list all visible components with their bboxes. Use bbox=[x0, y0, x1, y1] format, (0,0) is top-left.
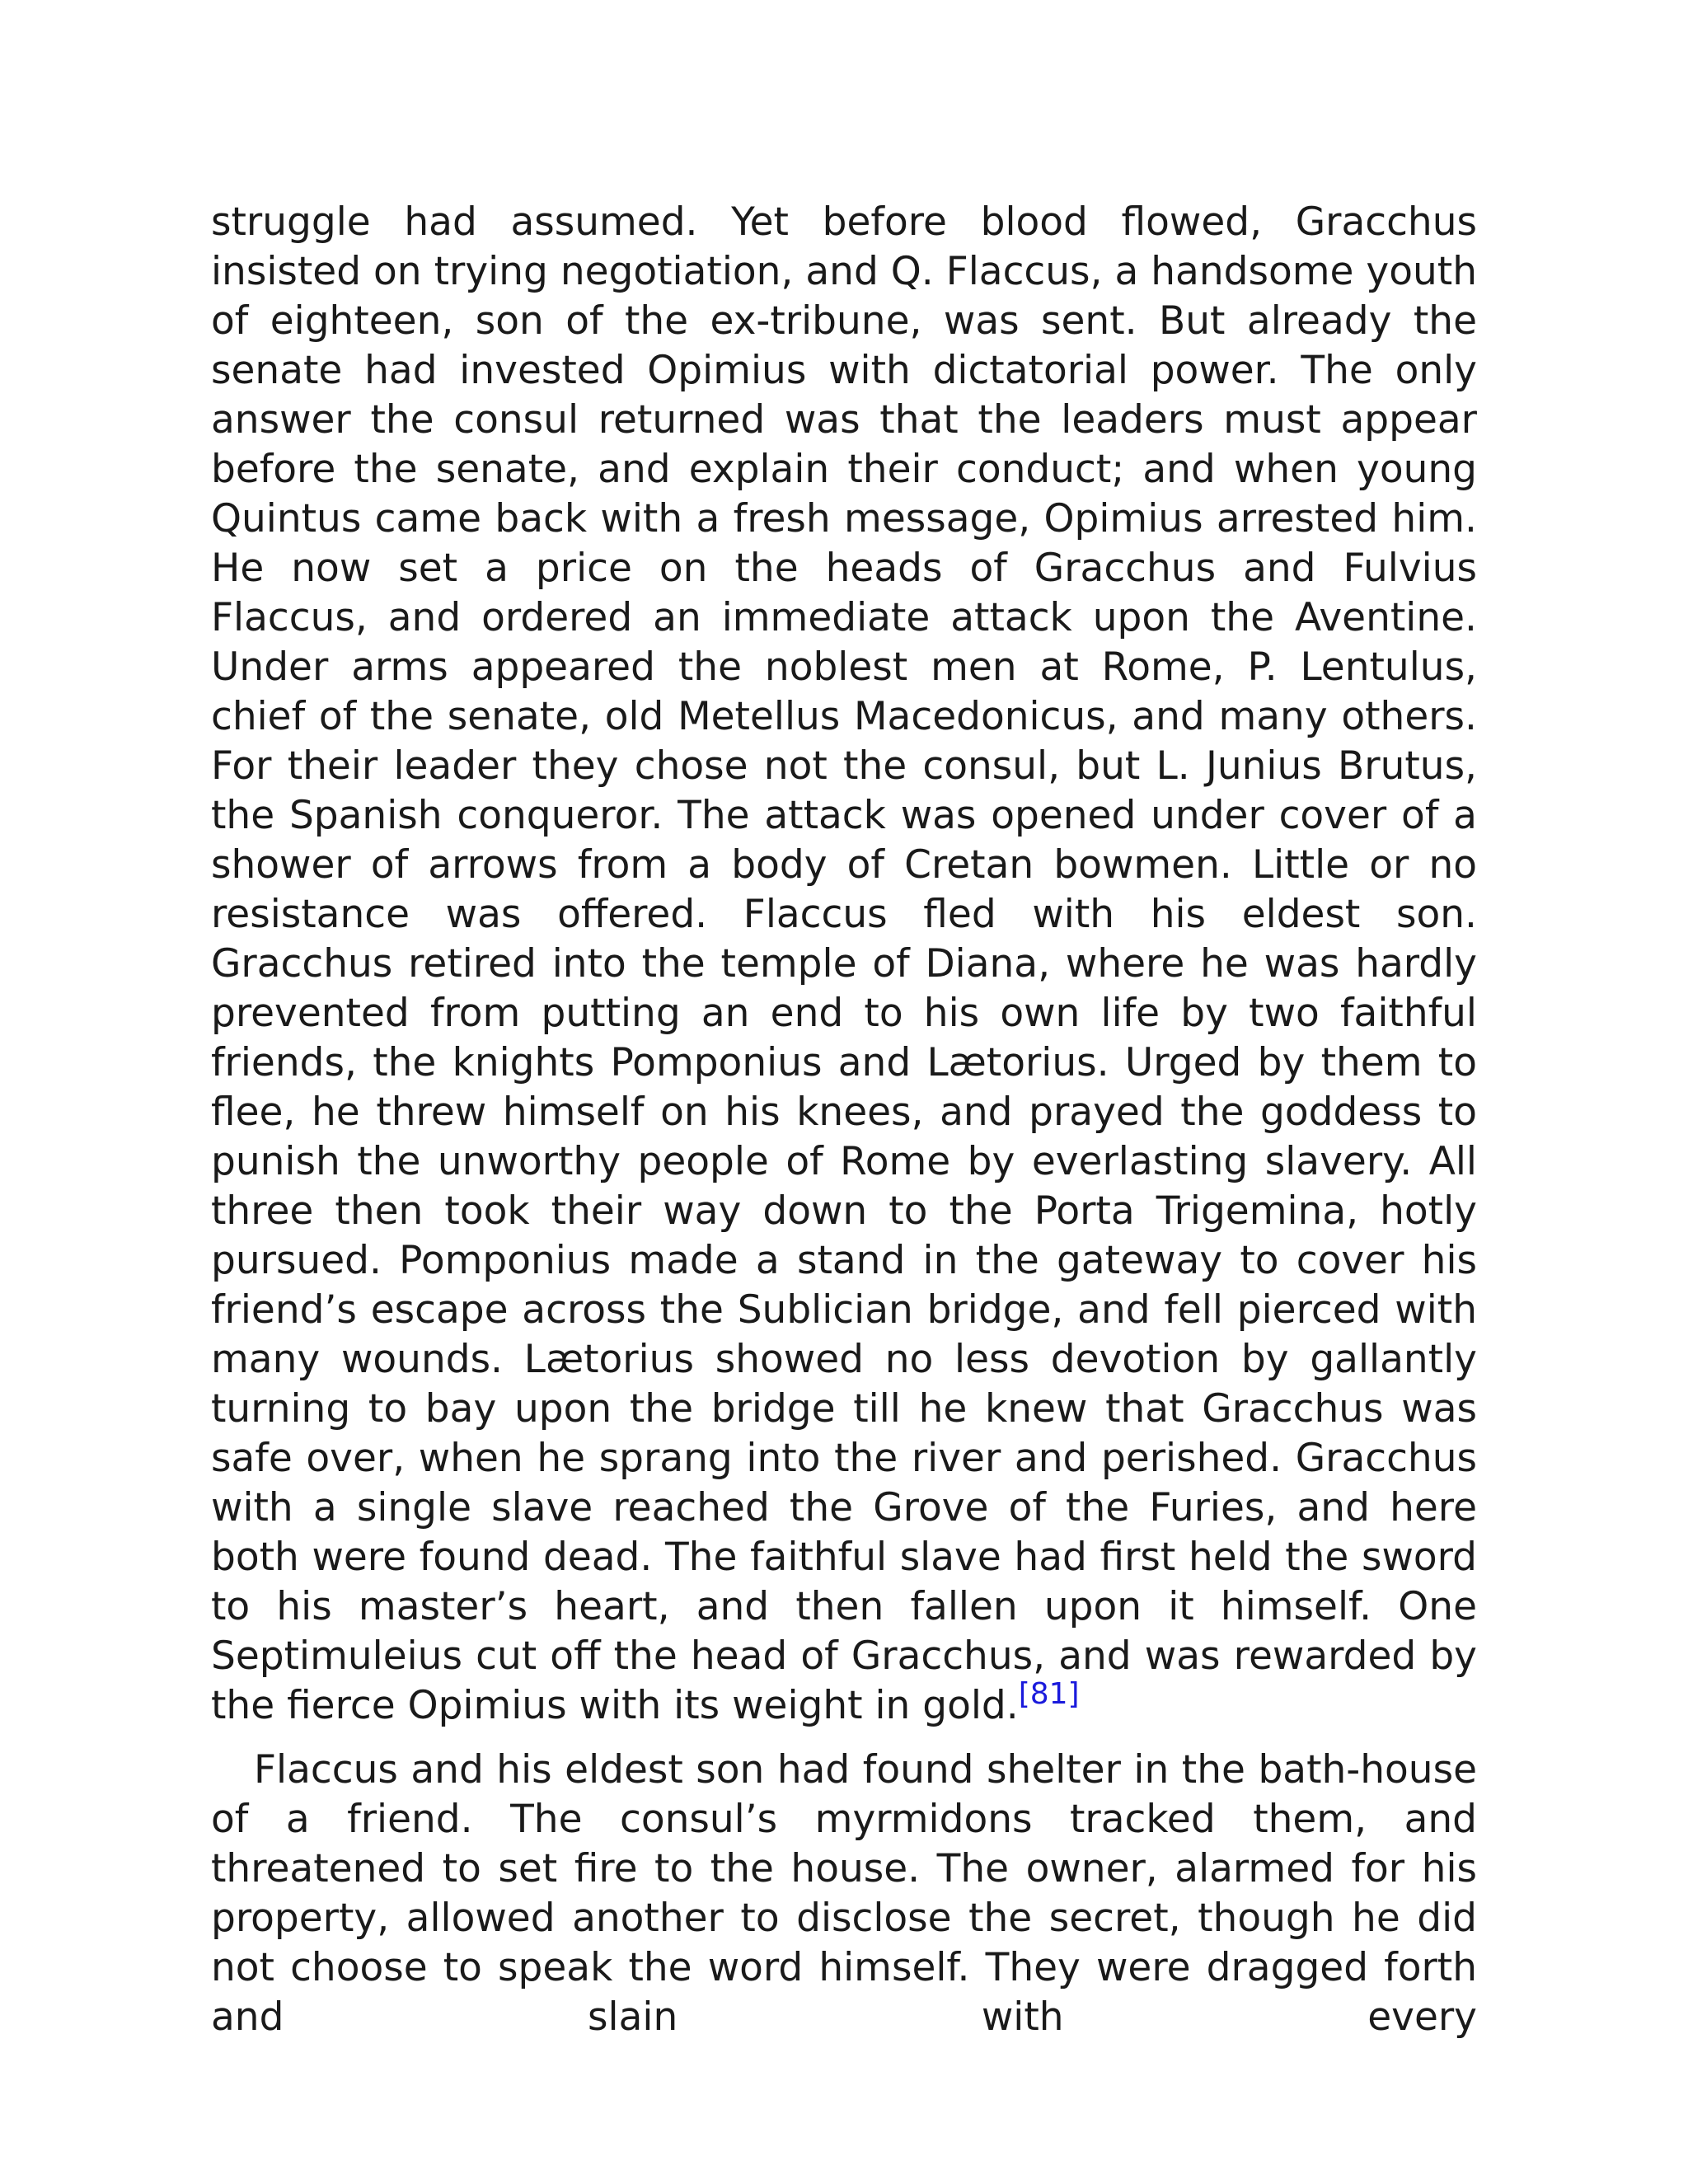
paragraph-2 bbox=[211, 1746, 1477, 2042]
page-body bbox=[211, 198, 1477, 2042]
footnote-link-81[interactable]: [81] bbox=[1018, 1677, 1080, 1711]
paragraph-2-text: Flaccus and his eldest son had found shelter in the bath-house of a friend. The consul’s myrmidons tracked them, and threatened to set fire to the house. The owner, alarmed for his property, allowed another to disclose the secret, though he did not choose to speak the word himself. They were dragged forth and slain with every bbox=[211, 1747, 1477, 2040]
paragraph-1 bbox=[211, 198, 1477, 1731]
paragraph-1-text: struggle had assumed. Yet before blood flowed, Gracchus insisted on trying negotiation, and Q. Flaccus, a handsome youth of eighteen, son of the ex-tribune, was sent. But already the senate had invested Opimius with dictatorial power. The only answer the consul returned was that the leaders must appear before the senate, and explain their conduct; and when young Quintus came back with a fresh message, Opimius arrested him. He now set a price on the heads of Gracchus and Fulvius Flaccus, and ordered an immediate attack upon the Aventine. Under arms appeared the noblest men at Rome, P. Lentulus, chief of the senate, old Metellus Macedonicus, and many others. For their leader they chose not the consul, but L. Junius Brutus, the Spanish conqueror. The attack was opened under cover of a shower of arrows from a body of Cretan bowmen. Little or no resistance was offered. Flaccus fled with his eldest son. Gracchus retired into the temple of Diana, where he was hardly prevented from putting an end to his own life by two faithful friends, the knights Pomponius and Lætorius. Urged by them to flee, he threw himself on his knees, and prayed the goddess to punish the unworthy people of Rome by everlasting slavery. All three then took their way down to the Porta Trigemina, hotly pursued. Pomponius made a stand in the gateway to cover his friend’s escape across the Sublician bridge, and fell pierced with many wounds. Lætorius showed no less devotion by gallantly turning to bay upon the bridge till he knew that Gracchus was safe over, when he sprang into the river and perished. Gracchus with a single slave reached the Grove of the Furies, and here both were found dead. The faithful slave had first held the sword to his master’s heart, and then fallen upon it himself. One Septimuleius cut off the head of Gracchus, and was rewarded by the fierce Opimius with its weight in gold. bbox=[211, 199, 1477, 1728]
